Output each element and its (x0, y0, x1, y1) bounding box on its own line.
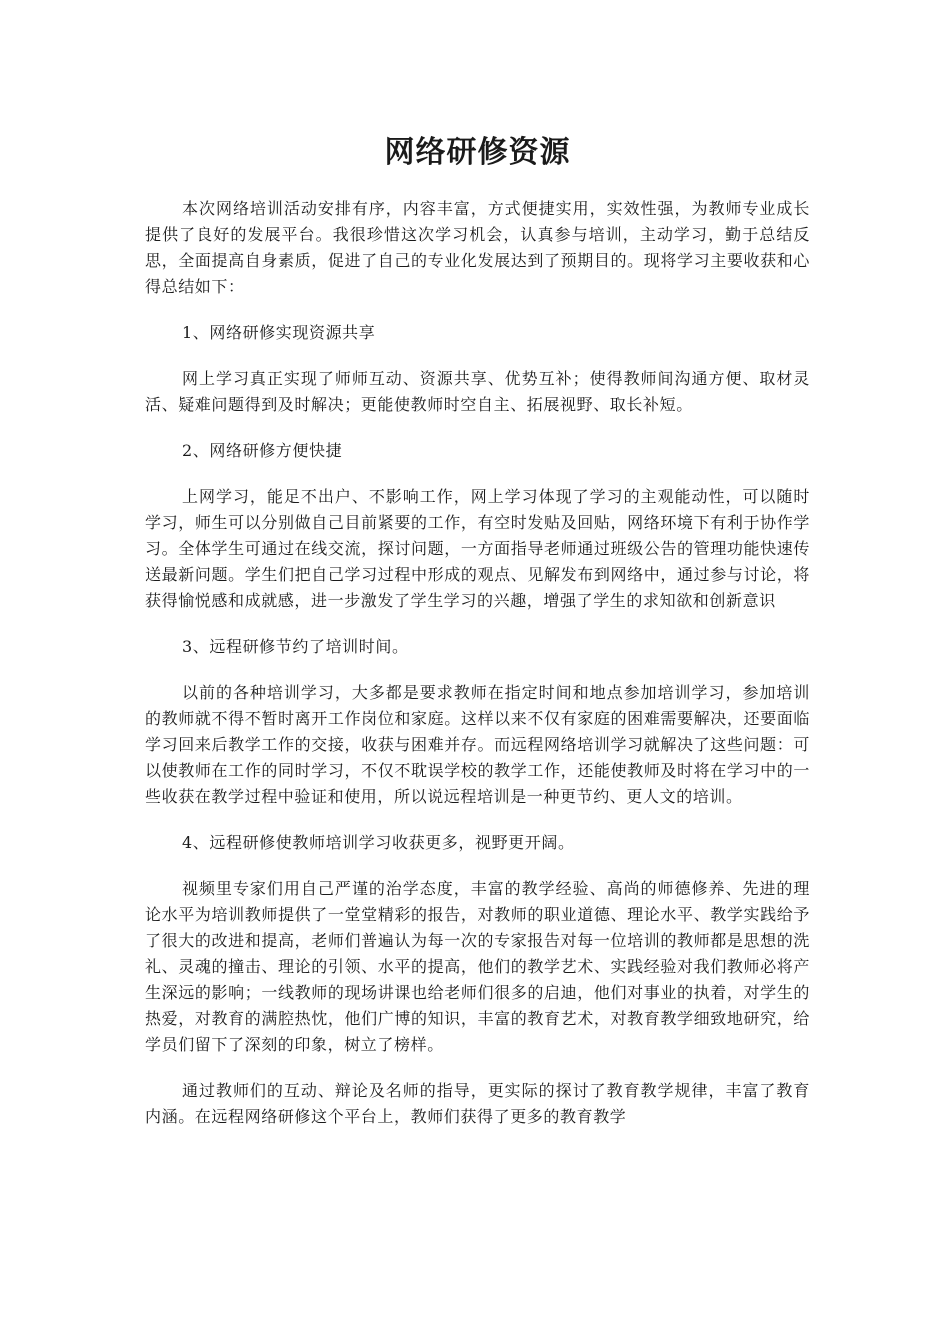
section-heading-4: 4、远程研修使教师培训学习收获更多，视野更开阔。 (182, 833, 575, 852)
document-body (145, 196, 810, 1150)
section-heading-3: 3、远程研修节约了培训时间。 (182, 637, 409, 656)
document-title: 网络研修资源 (384, 135, 571, 170)
section-paragraph-3: 以前的各种培训学习，大多都是要求教师在指定时间和地点参加培训学习，参加培训的教师就不得不暂时离开工作岗位和家庭。这样以来不仅有家庭的困难需要解决，还要面临学习回来后教学工作的交接，收获与困难并存。而远程网络培训学习就解决了这些问题：可以使教师在工作的同时学习，不仅不耽误学校的教学工作，还能使教师及时将在学习中的一些收获在教学过程中验证和使用，所以说远程培训是一种更节约、更人文的培训。 (145, 683, 810, 806)
section-paragraph-2: 上网学习，能足不出户、不影响工作，网上学习体现了学习的主观能动性，可以随时学习，师生可以分别做自己目前紧要的工作，有空时发贴及回贴，网络环境下有利于协作学习。全体学生可通过在线交流，探讨问题，一方面指导老师通过班级公告的管理功能快速传送最新问题。学生们把自己学习过程中形成的观点、见解发布到网络中，通过参与讨论，将获得愉悦感和成就感，进一步激发了学生学习的兴趣，增强了学生的求知欲和创新意识 (145, 487, 810, 610)
intro-paragraph: 本次网络培训活动安排有序，内容丰富，方式便捷实用，实效性强，为教师专业成长提供了良好的发展平台。我很珍惜这次学习机会，认真参与培训，主动学习，勤于总结反思，全面提高自身素质，促进了自己的专业化发展达到了预期目的。现将学习主要收获和心得总结如下： (145, 199, 810, 296)
section-paragraph-4: 视频里专家们用自己严谨的治学态度，丰富的教学经验、高尚的师德修养、先进的理论水平为培训教师提供了一堂堂精彩的报告，对教师的职业道德、理论水平、教学实践给予了很大的改进和提高，老师们普遍认为每一次的专家报告对每一位培训的教师都是思想的洗礼、灵魂的撞击、理论的引领、水平的提高，他们的教学艺术、实践经验对我们教师必将产生深远的影响；一线教师的现场讲课也给老师们很多的启迪，他们对事业的执着，对学生的热爱，对教育的满腔热忱，他们广博的知识，丰富的教育艺术，对教育教学细致地研究，给学员们留下了深刻的印象，树立了榜样。 (145, 879, 810, 1054)
section-heading-2: 2、网络研修方便快捷 (182, 441, 343, 460)
section-paragraph-1: 网上学习真正实现了师师互动、资源共享、优势互补；使得教师间沟通方便、取材灵活、疑难问题得到及时解决；更能使教师时空自主、拓展视野、取长补短。 (145, 369, 810, 414)
closing-paragraph: 通过教师们的互动、辩论及名师的指导，更实际的探讨了教育教学规律，丰富了教育内涵。在远程网络研修这个平台上，教师们获得了更多的教育教学 (145, 1081, 810, 1126)
section-heading-1: 1、网络研修实现资源共享 (182, 323, 376, 342)
